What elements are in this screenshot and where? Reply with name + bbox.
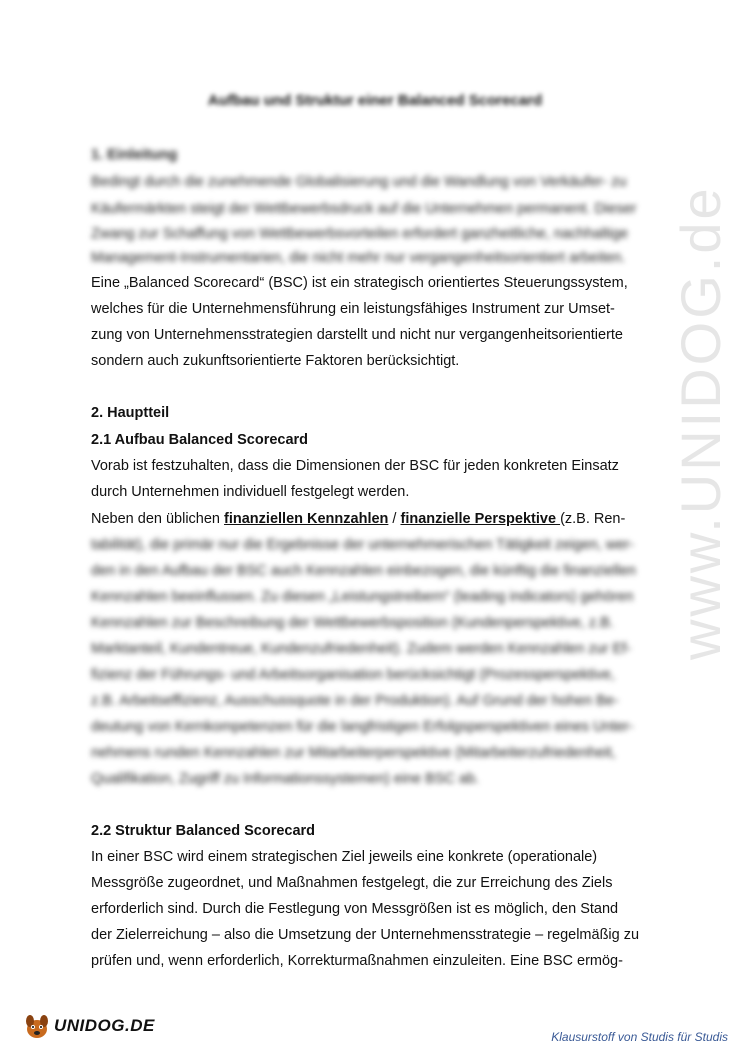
- link-finanzielle-kennzahlen[interactable]: finanziellen Kennzahlen: [224, 511, 389, 527]
- link-finanzielle-perspektive[interactable]: finanzielle Perspektive: [400, 511, 561, 527]
- blurred-line: Bedingt durch die zunehmende Globalisierung und die Wandlung von Verkäufer- zu: [91, 174, 627, 190]
- section-heading-hauptteil: 2. Hauptteil: [91, 405, 170, 421]
- paragraph-line: durch Unternehmen individuell festgelegt werden.: [91, 484, 410, 500]
- watermark: www.UNIDOG.de: [669, 185, 732, 660]
- dog-icon: [22, 1011, 52, 1041]
- blurred-line: z.B. Arbeitseffizienz, Ausschussquote in der Produktion). Auf Grund der hohen Be-: [91, 693, 619, 709]
- footer-tagline: Klausurstoff von Studis für Studis: [551, 1030, 728, 1044]
- blurred-line: tabilität), die primär nur die Ergebnisse der unternehmerischen Tätigkeit zeigen, wer-: [91, 537, 634, 553]
- text-segment: /: [388, 511, 401, 527]
- logo-text: UNIDOG.DE: [54, 1016, 155, 1035]
- paragraph-line: Messgröße zugeordnet, und Maßnahmen festgelegt, die zur Erreichung des Ziels: [91, 875, 613, 891]
- paragraph-line-neben: [91, 512, 625, 527]
- paragraph-line: Eine „Balanced Scorecard“ (BSC) ist ein strategisch orientiertes Steuerungssystem,: [91, 275, 628, 291]
- text-segment: (z.B. Ren-: [560, 511, 626, 527]
- paragraph-line: sondern auch zukunftsorientierte Faktoren berücksichtigt.: [91, 353, 460, 369]
- blurred-line: Kennzahlen beeinflussen. Zu diesen „Leistungstreibern“ (leading indicators) gehören: [91, 589, 634, 605]
- subsection-heading-aufbau: 2.1 Aufbau Balanced Scorecard: [91, 432, 309, 448]
- paragraph-line: zung von Unternehmensstrategien darstellt und nicht nur vergangenheitsorientierte: [91, 327, 623, 343]
- paragraph-line: Vorab ist festzuhalten, dass die Dimensionen der BSC für jeden konkreten Einsatz: [91, 458, 619, 474]
- blurred-line: Marktanteil, Kundentreue, Kundenzufriedenheit). Zudem werden Kennzahlen zur Ef-: [91, 641, 632, 657]
- text-segment: Neben den üblichen: [91, 511, 225, 527]
- blurred-line: Zwang zur Schaffung von Wettbewerbsvorteilen erfordert ganzheitliche, nachhaltige: [91, 226, 629, 242]
- section-heading-einleitung: 1. Einleitung: [91, 147, 178, 163]
- paragraph-line: der Zielerreichung – also die Umsetzung der Unternehmensstrategie – regelmäßig zu: [91, 927, 640, 943]
- blurred-line: Käufermärkten steigt der Wettbewerbsdruck auf die Unternehmen permanent. Dieser: [91, 201, 637, 217]
- blurred-line: Qualifikation, Zugriff zu Informationssystemen) eine BSC ab.: [91, 771, 480, 787]
- blurred-line: fizienz der Führungs- und Arbeitsorganisation berücksichtigt (Prozessperspektive,: [91, 667, 615, 683]
- document-title: Aufbau und Struktur einer Balanced Scorecard: [207, 92, 543, 109]
- blurred-line: Management-Instrumentarien, die nicht mehr nur vergangenheitsorientiert arbeiten.: [91, 250, 626, 266]
- subsection-heading-struktur: 2.2 Struktur Balanced Scorecard: [91, 823, 316, 839]
- unidog-logo[interactable]: [22, 1011, 155, 1041]
- blurred-line: den in den Aufbau der BSC auch Kennzahlen einbezogen, die künftig die finanziellen: [91, 563, 636, 579]
- paragraph-line: prüfen und, wenn erforderlich, Korrekturmaßnahmen einzuleiten. Eine BSC ermög-: [91, 953, 623, 969]
- paragraph-line: In einer BSC wird einem strategischen Ziel jeweils eine konkrete (operationale): [91, 849, 598, 865]
- blurred-line: Kennzahlen zur Beschreibung der Wettbewerbsposition (Kundenperspektive, z.B.: [91, 615, 614, 631]
- blurred-line: deutung von Kernkompetenzen für die langfristigen Erfolgsperspektiven eines Unter-: [91, 719, 634, 735]
- paragraph-line: erforderlich sind. Durch die Festlegung von Messgrößen ist es möglich, den Stand: [91, 901, 619, 917]
- blurred-line: nehmens runden Kennzahlen zur Mitarbeiterperspektive (Mitarbeiterzufriedenheit,: [91, 745, 616, 761]
- paragraph-line: welches für die Unternehmensführung ein leistungsfähiges Instrument zur Umset-: [91, 301, 615, 317]
